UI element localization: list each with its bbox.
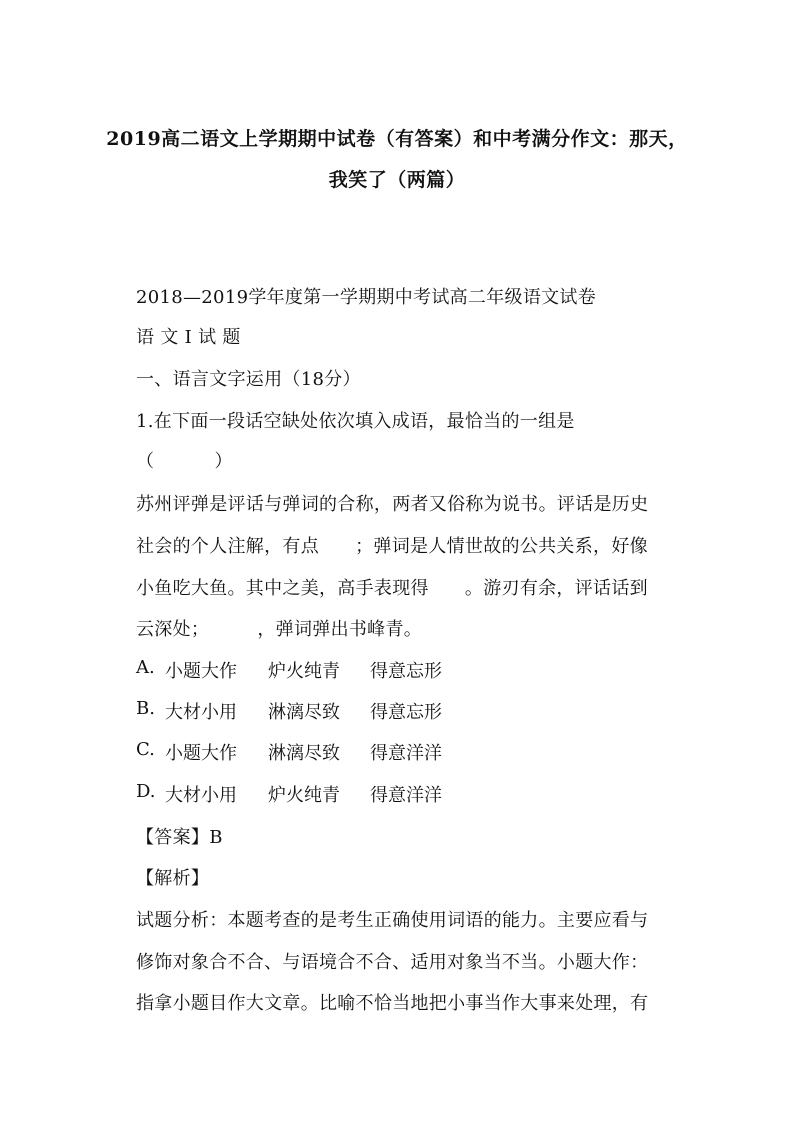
option-choice: 大材小用	[165, 702, 237, 723]
analysis-line: 指拿小题目作大文章。比喻不恰当地把小事当作大事来处理，有	[136, 993, 649, 1014]
analysis-line: 试题分析：本题考查的是考生正确使用词语的能力。主要应看与	[136, 910, 649, 931]
question-prompt: 1.在下面一段话空缺处依次填入成语，最恰当的一组是	[136, 411, 575, 432]
option-letter: D.	[136, 781, 156, 802]
analysis-label: 【解析】	[136, 868, 210, 889]
passage-line: 云深处； ，弹词弹出书峰青。	[136, 619, 423, 640]
passage-line: 苏州评弹是评话与弹词的合称，两者又俗称为说书。评话是历史	[136, 494, 649, 515]
passage-line: 社会的个人注解，有点 ；弹词是人情世故的公共关系，好像	[136, 536, 648, 557]
option-choice: 得意洋洋	[370, 743, 442, 764]
option-choice: 得意忘形	[370, 661, 442, 682]
option-choice: 淋漓尽致	[268, 702, 340, 723]
analysis-line: 修饰对象合不合、与语境合不合、适用对象当不当。小题大作：	[136, 952, 649, 973]
option-choice: 得意忘形	[370, 702, 442, 723]
option-choice: 炉火纯青	[268, 661, 340, 682]
option-choice: 大材小用	[165, 785, 237, 806]
exam-header: 2018—2019学年度第一学期期中考试高二年级语文试卷	[136, 287, 597, 308]
option-choice: 小题大作	[165, 661, 237, 682]
answer-blank: （ ）	[136, 451, 233, 472]
option-letter: C.	[136, 739, 155, 760]
subject-line: 语 文 I 试 题	[136, 327, 241, 348]
option-letter: A.	[136, 657, 155, 678]
option-choice: 小题大作	[165, 743, 237, 764]
document-title-line-2: 我笑了（两篇）	[328, 169, 466, 191]
option-letter: B.	[136, 698, 155, 719]
document-title-line-1: 2019高二语文上学期期中试卷（有答案）和中考满分作文：那天，	[106, 128, 688, 150]
option-choice: 炉火纯青	[268, 785, 340, 806]
section-heading: 一、语言文字运用（18分）	[136, 369, 361, 390]
answer-line: 【答案】B	[136, 827, 223, 848]
passage-line: 小鱼吃大鱼。其中之美，高手表现得 。游刃有余，评话话到	[136, 578, 648, 599]
option-choice: 淋漓尽致	[268, 743, 340, 764]
option-choice: 得意洋洋	[370, 785, 442, 806]
